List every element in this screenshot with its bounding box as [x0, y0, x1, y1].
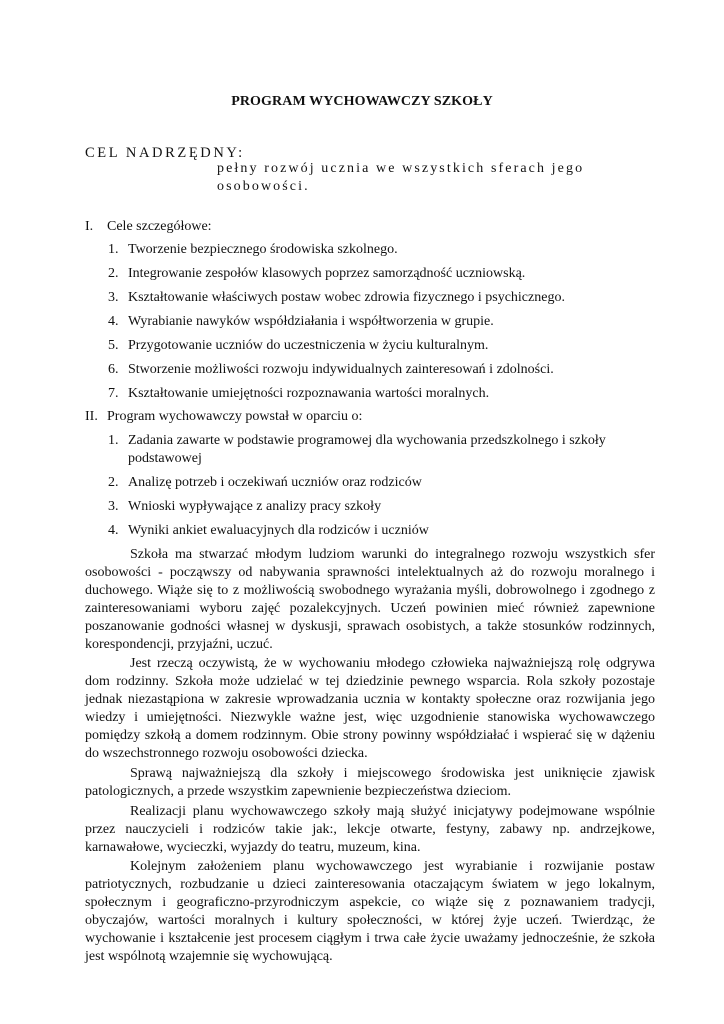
list-item: 6. Stworzenie możliwości rozwoju indywidualnych zainteresowań i zdolności. [108, 362, 554, 377]
list-item: 7. Kształtowanie umiejętności rozpoznawania wartości moralnych. [108, 386, 490, 401]
list-item: 1. Zadania zawarte w podstawie programowej dla wychowania przedszkolnego i szkoły podstawowej [108, 433, 606, 466]
body-text [85, 546, 655, 968]
list-item: 2. Analizę potrzeb i oczekiwań uczniów oraz rodziców [108, 475, 422, 490]
section-2-heading [85, 409, 362, 425]
section-1-number: I. [85, 219, 94, 234]
section-1-title: Cele szczegółowe: [107, 219, 212, 234]
paragraph: Sprawą najważniejszą dla szkoły i miejscowego środowiska jest uniknięcie zjawisk patologicznych, a przede wszystkim zapewnienie bezpieczeństwa dzieciom. [85, 765, 655, 799]
main-goal-text: pełny rozwój ucznia we wszystkich sferach jego osobowości. [217, 161, 585, 194]
list-item: 2. Integrowanie zespołów klasowych poprzez samorządność uczniowską. [108, 266, 526, 281]
list-item: 3. Kształtowanie właściwych postaw wobec zdrowia fizycznego i psychicznego. [108, 290, 565, 305]
list-item: 5. Przygotowanie uczniów do uczestniczenia w życiu kulturalnym. [108, 338, 489, 353]
list-item: 4. Wyniki ankiet ewaluacyjnych dla rodziców i uczniów [108, 523, 429, 538]
document-title: PROGRAM WYCHOWAWCZY SZKOŁY [231, 94, 493, 109]
section-2-title: Program wychowawczy powstał w oparciu o: [107, 409, 363, 424]
section-2-number: II. [85, 409, 98, 424]
list-item: 4. Wyrabianie nawyków współdziałania i współtworzenia w grupie. [108, 314, 494, 329]
list-item: 3. Wnioski wypływające z analizy pracy szkoły [108, 499, 382, 514]
paragraph: Realizacji planu wychowawczego szkoły mają służyć inicjatywy podejmowane wspólnie przez nauczycieli i rodziców takie jak:, lekcje otwarte, festyny, zabawy np. andrzejkowe, karnawałowe, wycieczki, wyjazdy do teatru, muzeum, kina. [85, 803, 655, 855]
paragraph: Kolejnym założeniem planu wychowawczego jest wyrabianie i rozwijanie postaw patriotycznych, rozbudzanie u dzieci zainteresowania otaczającym światem w jego lokalnym, społecznym i geograficzno-przyrodniczym aspekcie, co wiąże się z poznawaniem tradycji, obyczajów, wartości moralnych i kultury społeczności, w której żyje uczeń. Twierdząc, że wychowanie i kształcenie jest procesem ciągłym i trwa całe życie uważamy jednocześnie, że szkoła jest wspólnotą wzajemnie się wychowującą. [85, 859, 655, 964]
paragraph: Jest rzeczą oczywistą, że w wychowaniu młodego człowieka najważniejszą rolę odgrywa dom rodzinny. Szkoła może udzielać w tej dziedzinie pewnego wsparcia. Rola szkoły pozostaje jednak niezastąpiona w zakresie wprowadzania ucznia w kontakty społeczne oraz rozwijania jego wiedzy i umiejętności. Niezwykle ważne jest, więc uzgodnienie stanowiska wychowawczego pomiędzy szkołą a domem rodzinnym. Obie strony powinny współdziałać i wspierać się w dążeniu do wszechstronnego rozwoju osobowości dziecka. [85, 656, 655, 761]
main-goal-label: CEL NADRZĘDNY: [85, 145, 245, 161]
paragraph: Szkoła ma stwarzać młodym ludziom warunki do integralnego rozwoju wszystkich sfer osobowości - począwszy od nabywania sprawności intelektualnych aż do rozwoju moralnego i duchowego. Wiąże się to z możliwością swobodnego wyrażania myśli, dobrowolnego i zgodnego z zainteresowaniami wyboru zajęć pozalekcyjnych. Uczeń powinien mieć również zapewnione poszanowanie godności własnej w dyskusji, sprawach osobistych, a także stosunków rodzinnych, korespondencji, przyjaźni, uczuć. [85, 547, 655, 652]
list-item: 1. Tworzenie bezpiecznego środowiska szkolnego. [108, 242, 398, 257]
section-1-heading [85, 219, 212, 235]
